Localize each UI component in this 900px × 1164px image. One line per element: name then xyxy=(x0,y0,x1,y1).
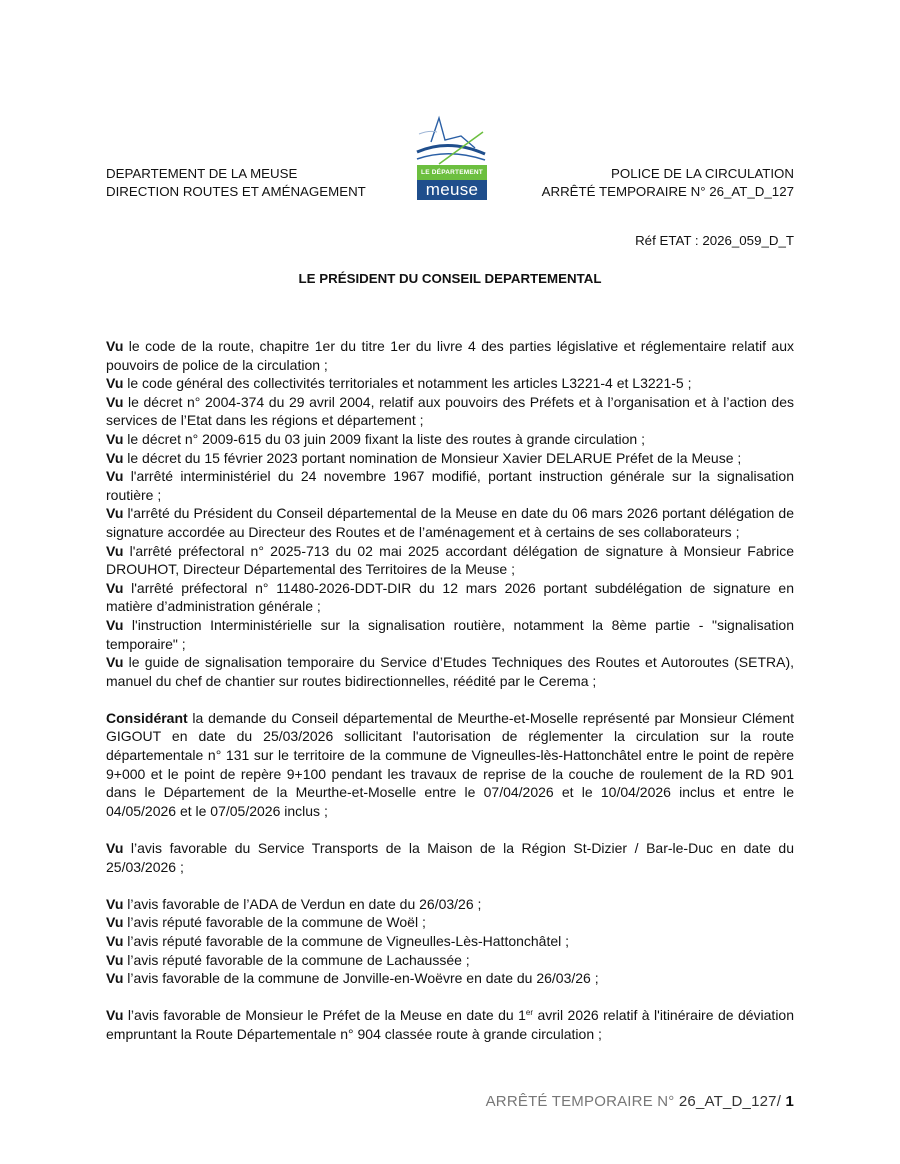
meuse-department-logo xyxy=(415,112,489,202)
logo-emblem-icon xyxy=(415,112,489,166)
visa-paragraph: Vu l'instruction Interministérielle sur la signalisation routière, notamment la 8ème partie - "signalisation temporaire" ; xyxy=(106,616,794,652)
spacer xyxy=(106,876,794,895)
logo-band-name: meuse xyxy=(417,180,487,200)
visa-paragraph: Vu l'arrêté interministériel du 24 novembre 1967 modifié, portant instruction générale sur la signalisation routière ; xyxy=(106,468,794,503)
visa-paragraph: Vu le décret n° 2004-374 du 29 avril 2004, relatif aux pouvoirs des Préfets et à l’organisation et à l’action des services de l’Etat dans les régions et département ; xyxy=(106,393,794,429)
visa-paragraph: Vu l'arrêté préfectoral n° 11480-2026-DDT-DIR du 12 mars 2026 portant subdélégation de signature en matière d’administration générale ; xyxy=(106,579,794,615)
visa-paragraph: Vu l'arrêté du Président du Conseil départemental de la Meuse en date du 06 mars 2026 portant délégation de signature accordée au Directeur des Routes et de l’aménagement et à certains de ses collaborateurs ; xyxy=(106,505,794,540)
avis-paragraph: Vu l’avis réputé favorable de la commune de Woël ; xyxy=(106,914,426,931)
avis-paragraph: Vu l’avis favorable de la commune de Jonville-en-Woëvre en date du 26/03/26 ; xyxy=(106,970,599,987)
avis-paragraph: Vu l’avis favorable de l’ADA de Verdun en date du 26/03/26 ; xyxy=(106,895,482,912)
decree-number: ARRÊTÉ TEMPORAIRE N° 26_AT_D_127 xyxy=(541,184,794,199)
page-footer xyxy=(486,1093,794,1110)
visa-paragraph: Vu le code de la route, chapitre 1er du titre 1er du livre 4 des parties législative et réglementaire relatif aux pouvoirs de police de la circulation ; xyxy=(106,338,794,373)
department-name: DEPARTEMENT DE LA MEUSE xyxy=(106,166,298,181)
document-title: LE PRÉSIDENT DU CONSEIL DEPARTEMENTAL xyxy=(298,271,602,286)
spacer xyxy=(106,690,794,709)
visa-paragraph: Vu le code général des collectivités territoriales et notamment les articles L3221-4 et L3221-5 ; xyxy=(106,375,692,392)
footer-decree-number: 26_AT_D_127/ xyxy=(678,1093,786,1110)
spacer xyxy=(106,820,794,839)
issuer-block xyxy=(106,165,366,201)
page-number: 1 xyxy=(785,1093,794,1110)
state-reference: Réf ETAT : 2026_059_D_T xyxy=(635,233,794,248)
avis-transports-paragraph: Vu l’avis favorable du Service Transports de la Maison de la Région St-Dizier / Bar-le-Duc en date du 25/03/2026 ; xyxy=(106,840,794,875)
document-body xyxy=(106,337,794,1044)
spacer xyxy=(106,988,794,1007)
avis-prefet-paragraph: Vu l’avis favorable de Monsieur le Préfet de la Meuse en date du 1er avril 2026 relatif à l'itinéraire de déviation empruntant la Route Départementale n° 904 classée route à grande circulation ; xyxy=(106,1007,794,1042)
considerant-paragraph: Considérant la demande du Conseil départemental de Meurthe-et-Moselle représenté par Monsieur Clément GIGOUT en date du 25/03/2026 sollicitant l'autorisation de réglementer la circulation sur la route départementale n° 131 sur le territoire de la commune de Vigneulles-lès-Hattonchâtel entre le point de repère 9+000 et le point de repère 9+100 pendant les travaux de reprise de la couche de roulement de la RD 901 dans le Département de la Meurthe-et-Moselle entre le 07/04/2026 et le 10/04/2026 inclus et entre le 04/05/2026 et le 07/05/2026 inclus ; xyxy=(106,709,794,819)
visa-paragraph: Vu le guide de signalisation temporaire du Service d’Etudes Techniques des Routes et Autoroutes (SETRA), manuel du chef de chantier sur routes bidirectionnelles, réédité par le Cerema ; xyxy=(106,654,794,689)
direction-name: DIRECTION ROUTES ET AMÉNAGEMENT xyxy=(106,184,366,199)
police-label: POLICE DE LA CIRCULATION xyxy=(610,166,794,181)
avis-paragraph: Vu l’avis réputé favorable de la commune de Lachaussée ; xyxy=(106,951,470,968)
avis-paragraph: Vu l’avis réputé favorable de la commune de Vigneulles-Lès-Hattonchâtel ; xyxy=(106,933,570,949)
visa-paragraph: Vu l'arrêté préfectoral n° 2025-713 du 02 mai 2025 accordant délégation de signature à Monsieur Fabrice DROUHOT, Directeur Départemental des Territoires de la Meuse ; xyxy=(106,542,794,578)
logo-band-label: LE DÉPARTEMENT xyxy=(417,165,487,180)
decree-block xyxy=(542,165,794,201)
footer-prefix: ARRÊTÉ TEMPORAIRE N° xyxy=(485,1093,679,1110)
visa-paragraph: Vu le décret n° 2009-615 du 03 juin 2009 fixant la liste des routes à grande circulation ; xyxy=(106,430,645,447)
visa-paragraph: Vu le décret du 15 février 2023 portant nomination de Monsieur Xavier DELARUE Préfet de la Meuse ; xyxy=(106,449,742,466)
